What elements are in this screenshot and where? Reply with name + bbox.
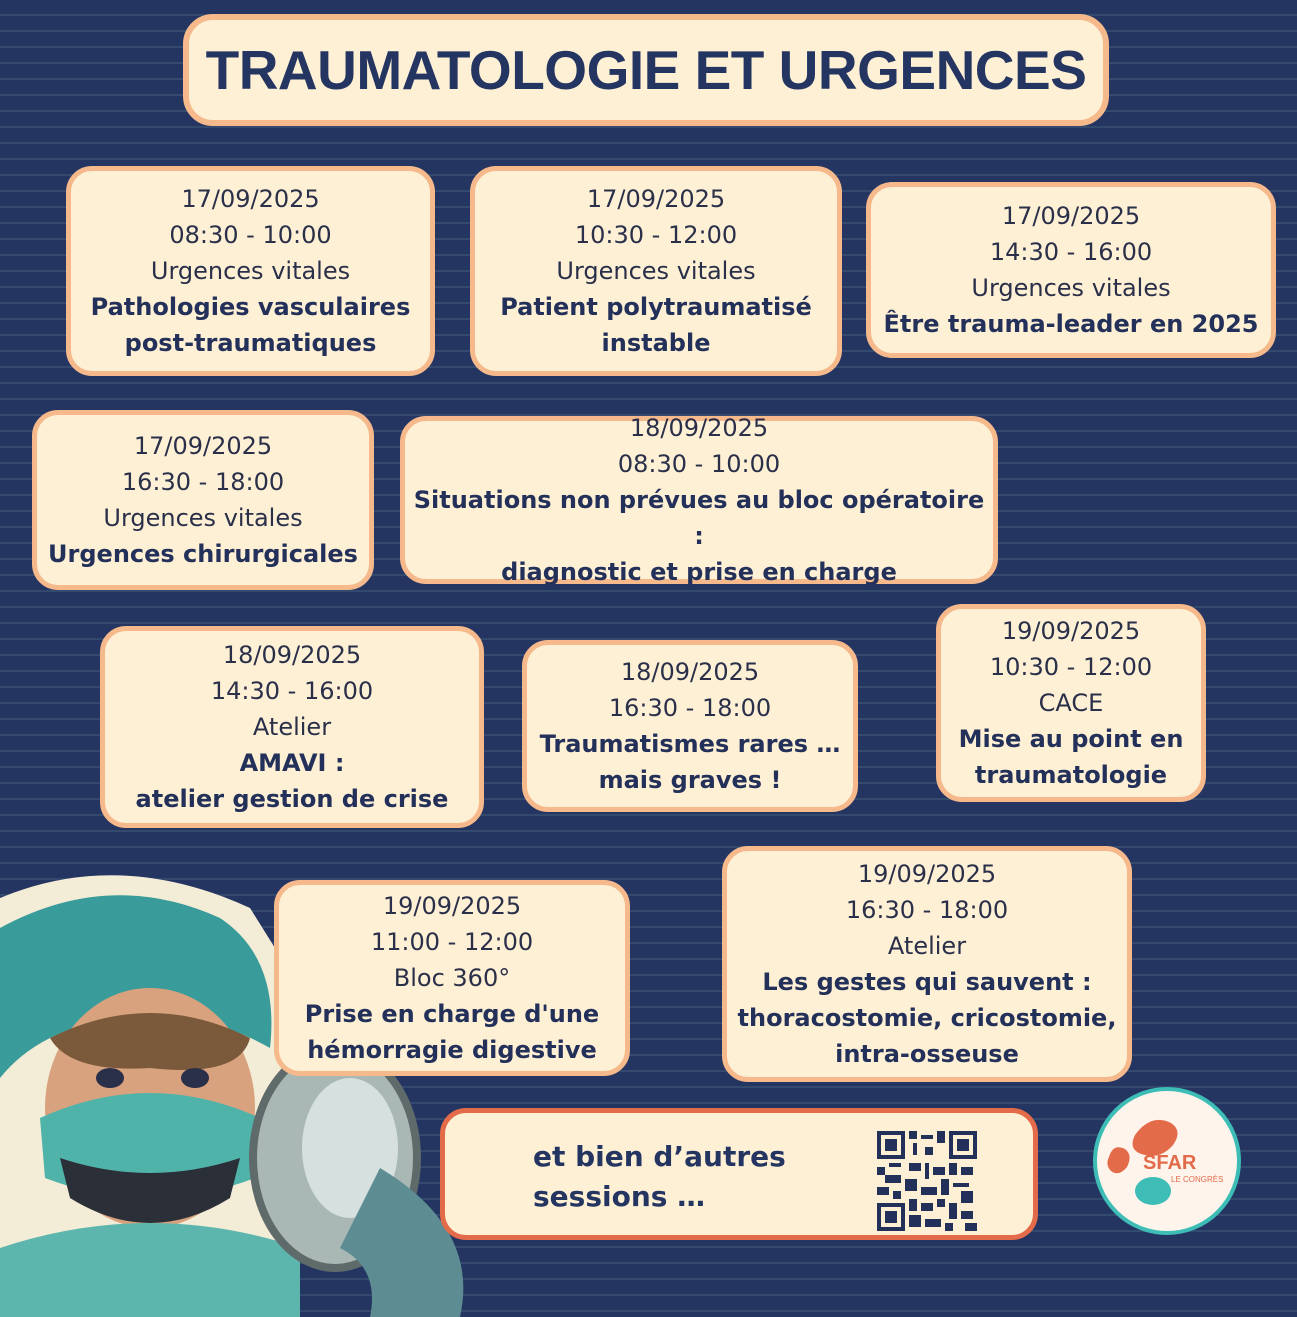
session-category: Urgences vitales	[103, 504, 303, 532]
session-date: 17/09/2025	[586, 185, 726, 213]
session-time: 16:30 - 18:00	[121, 468, 285, 496]
session-date: 19/09/2025	[1001, 617, 1141, 645]
session-topic: Prise en charge d'une	[304, 1000, 600, 1028]
session-topic: hémorragie digestive	[307, 1036, 597, 1064]
session-date: 17/09/2025	[1001, 202, 1141, 230]
session-card-6	[100, 626, 484, 828]
session-card-4	[32, 410, 374, 590]
session-card-8	[936, 604, 1206, 802]
more-sessions-box	[440, 1108, 1038, 1240]
session-topic: Les gestes qui sauvent :	[762, 968, 1092, 996]
session-date: 18/09/2025	[620, 658, 760, 686]
more-sessions-line-1: et bien d’autres	[533, 1140, 786, 1173]
session-category: Urgences vitales	[150, 257, 351, 285]
session-card-3	[866, 182, 1276, 358]
session-time: 16:30 - 18:00	[608, 694, 772, 722]
session-time: 11:00 - 12:00	[370, 928, 534, 956]
session-topic: traumatologie	[974, 761, 1168, 789]
session-topic: intra-osseuse	[835, 1040, 1019, 1068]
session-time: 14:30 - 16:00	[989, 238, 1153, 266]
session-time: 08:30 - 10:00	[617, 450, 781, 478]
session-time: 16:30 - 18:00	[845, 896, 1009, 924]
title-banner	[183, 14, 1109, 126]
sfar-logo-name: SFAR	[1143, 1152, 1197, 1174]
session-topic: thoracostomie, cricostomie,	[737, 1004, 1117, 1032]
session-date: 17/09/2025	[133, 432, 273, 460]
qr-code-icon[interactable]	[877, 1131, 977, 1231]
session-date: 18/09/2025	[629, 414, 769, 442]
session-date: 18/09/2025	[222, 641, 362, 669]
sfar-logo	[1091, 1085, 1243, 1237]
session-card-7	[522, 640, 858, 812]
more-sessions-line-2: sessions …	[533, 1180, 706, 1213]
session-topic: mais graves !	[598, 766, 782, 794]
session-topic: post-traumatiques	[124, 329, 377, 357]
session-category: Atelier	[252, 713, 332, 741]
more-sessions-text	[533, 1137, 793, 1217]
session-topic: Être trauma-leader en 2025	[883, 310, 1259, 338]
session-category: Atelier	[887, 932, 967, 960]
session-topic: Traumatismes rares …	[539, 730, 841, 758]
session-category: Urgences vitales	[556, 257, 756, 285]
session-topic: Patient polytraumatisé	[500, 293, 812, 321]
session-topic: Mise au point en	[958, 725, 1184, 753]
session-category: Urgences vitales	[971, 274, 1171, 302]
session-date: 19/09/2025	[857, 860, 997, 888]
session-topic: AMAVI :	[239, 749, 345, 777]
session-category: CACE	[1038, 689, 1104, 717]
session-topic: diagnostic et prise en charge	[501, 558, 897, 586]
session-topic: Situations non prévues au bloc opératoire :	[413, 486, 985, 550]
session-date: 19/09/2025	[382, 892, 522, 920]
session-date: 17/09/2025	[181, 185, 320, 213]
session-time: 14:30 - 16:00	[210, 677, 374, 705]
session-topic: Urgences chirurgicales	[48, 540, 358, 568]
session-card-1	[66, 166, 435, 376]
session-card-2	[470, 166, 842, 376]
session-card-9	[274, 880, 630, 1076]
session-topic: instable	[601, 329, 711, 357]
session-time: 10:30 - 12:00	[989, 653, 1153, 681]
session-topic: atelier gestion de crise	[135, 785, 449, 813]
session-time: 10:30 - 12:00	[574, 221, 738, 249]
page-title: TRAUMATOLOGIE ET URGENCES	[205, 39, 1087, 101]
session-card-10	[722, 846, 1132, 1082]
sfar-logo-subtitle: LE CONGRÈS	[1171, 1175, 1224, 1184]
session-category: Bloc 360°	[393, 964, 511, 992]
session-card-5	[400, 416, 998, 584]
session-topic: Pathologies vasculaires	[90, 293, 411, 321]
session-time: 08:30 - 10:00	[169, 221, 332, 249]
